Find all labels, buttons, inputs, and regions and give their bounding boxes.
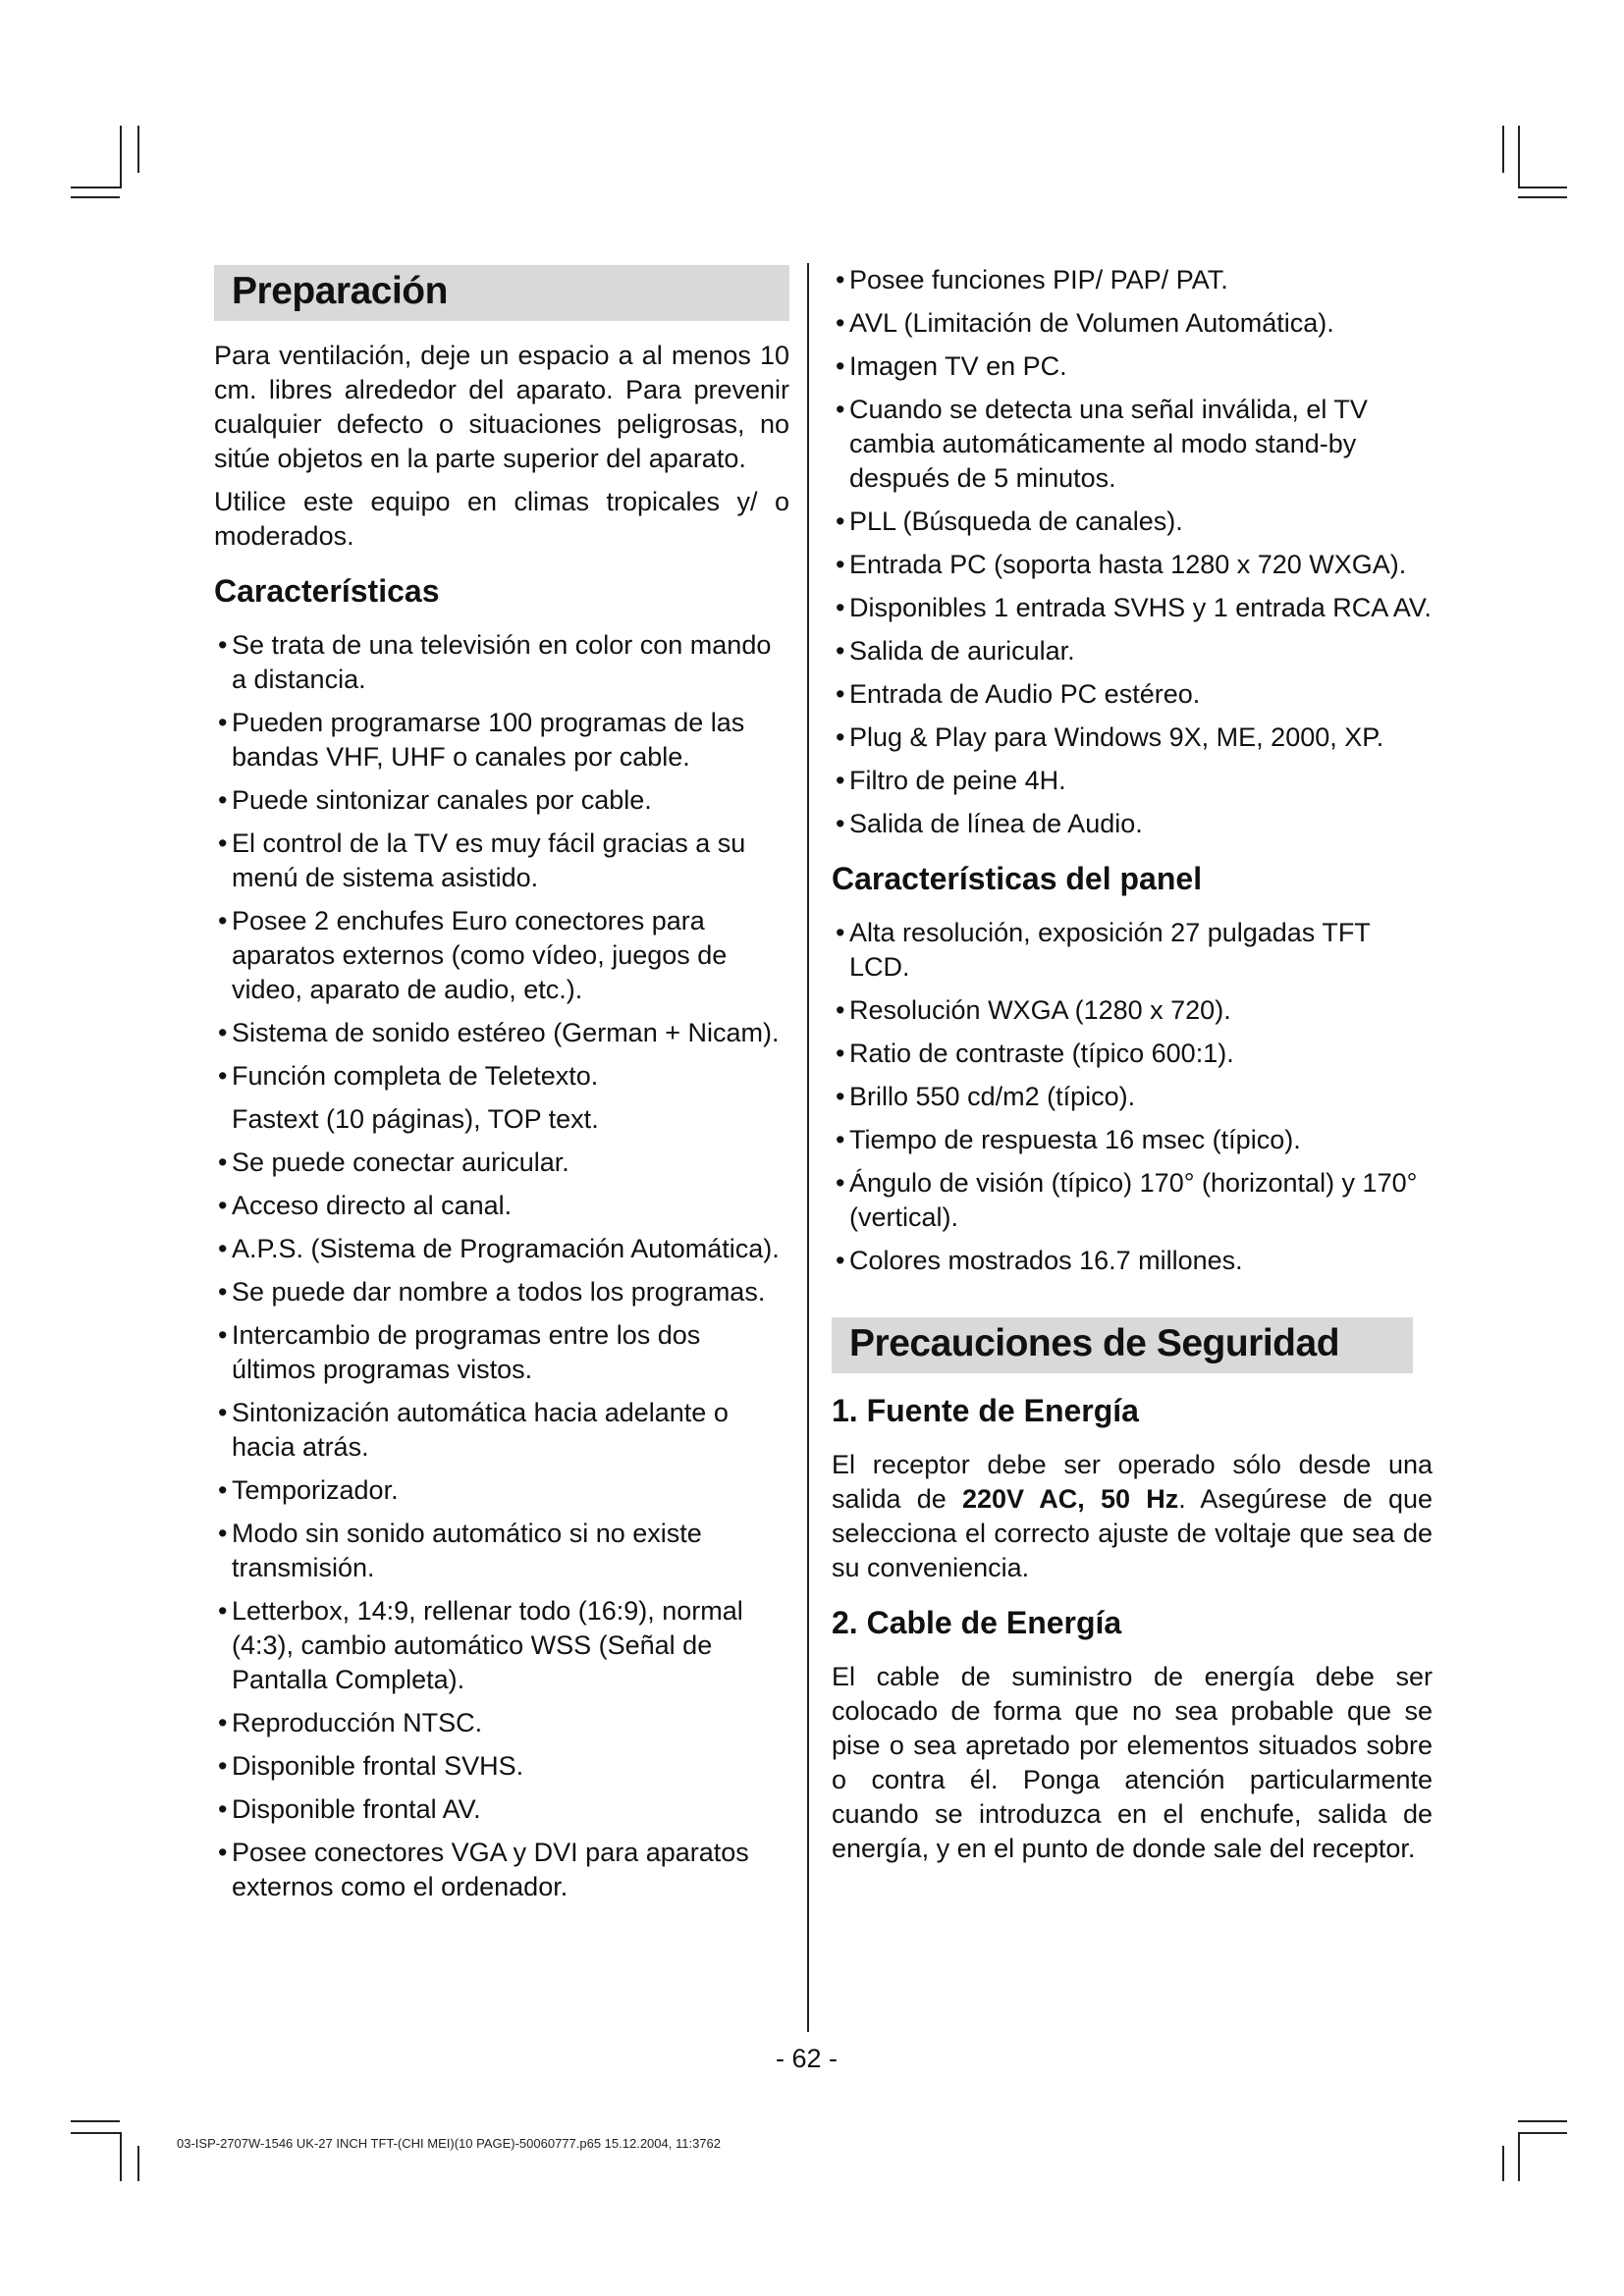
fuente-text-a: El receptor debe ser operado sólo desde una salida de: [832, 1450, 1433, 1514]
list-item: • Posee 2 enchufes Euro conectores para aparatos externos (como vídeo, juegos de video, aparato de audio, etc.).: [214, 904, 789, 1007]
precauciones-heading: Precauciones de Seguridad: [832, 1317, 1413, 1373]
list-item: • Función completa de Teletexto.: [214, 1059, 789, 1094]
list-item: • Reproducción NTSC.: [214, 1706, 789, 1740]
crop-mark: [71, 2120, 120, 2122]
list-item: • Colores mostrados 16.7 millones.: [832, 1244, 1433, 1278]
crop-mark: [1518, 2132, 1567, 2134]
list-item: • Entrada de Audio PC estéreo.: [832, 677, 1433, 712]
fuente-paragraph: [832, 1448, 1433, 1585]
crop-mark: [1518, 2132, 1520, 2181]
list-item: • Intercambio de programas entre los dos últimos programas vistos.: [214, 1318, 789, 1387]
crop-mark: [120, 126, 122, 188]
list-item: • Disponible frontal SVHS.: [214, 1749, 789, 1784]
fuente-heading: 1. Fuente de Energía: [832, 1393, 1139, 1428]
column-divider: [807, 263, 809, 2032]
list-item: • Plug & Play para Windows 9X, ME, 2000, XP.: [832, 721, 1433, 755]
list-item: • Acceso directo al canal.: [214, 1189, 789, 1223]
crop-mark: [71, 196, 120, 198]
crop-mark: [1502, 126, 1504, 173]
crop-mark: [71, 187, 120, 188]
panel-heading: Características del panel: [832, 861, 1203, 896]
list-item: • Pueden programarse 100 programas de las bandas VHF, UHF o canales por cable.: [214, 706, 789, 774]
list-item: • Sistema de sonido estéreo (German + Nicam).: [214, 1016, 789, 1050]
list-item: Fastext (10 páginas), TOP text.: [232, 1104, 599, 1134]
list-item: • Modo sin sonido automático si no existe transmisión.: [214, 1517, 789, 1585]
crop-mark: [1502, 2146, 1504, 2181]
page-number: - 62 -: [776, 2044, 839, 2073]
caracteristicas-list: [214, 628, 789, 1904]
crop-mark: [1518, 187, 1567, 188]
list-item: • Ángulo de visión (típico) 170° (horizontal) y 170° (vertical).: [832, 1166, 1433, 1235]
list-item: • Salida de auricular.: [832, 634, 1433, 668]
list-item: • Tiempo de respuesta 16 msec (típico).: [832, 1123, 1433, 1157]
cable-paragraph: El cable de suministro de energía debe ser colocado de forma que no sea probable que se pise o sea apretado por elementos situados sobre o contra él. Ponga atención particularmente cuando se introduzca en el enchufe, salida de energía, y en el punto de donde sale del receptor.: [832, 1662, 1433, 1863]
list-item: • Disponibles 1 entrada SVHS y 1 entrada RCA AV.: [832, 591, 1433, 625]
preparacion-paragraph-1: Para ventilación, deje un espacio a al menos 10 cm. libres alrededor del aparato. Para prevenir cualquier defecto o situaciones peligrosas, no sitúe objetos en la parte superior del aparato.: [214, 341, 789, 473]
list-item: • AVL (Limitación de Volumen Automática).: [832, 306, 1433, 341]
list-item: • Imagen TV en PC.: [832, 349, 1433, 384]
list-item: • Ratio de contraste (típico 600:1).: [832, 1037, 1433, 1071]
list-item: • Posee conectores VGA y DVI para aparatos externos como el ordenador.: [214, 1836, 789, 1904]
list-item: • Posee funciones PIP/ PAP/ PAT.: [832, 263, 1433, 297]
list-item: • PLL (Búsqueda de canales).: [832, 505, 1433, 539]
list-item: • Temporizador.: [214, 1473, 789, 1508]
crop-mark: [137, 126, 139, 173]
right-column: [832, 263, 1433, 1875]
list-item: • Brillo 550 cd/m2 (típico).: [832, 1080, 1433, 1114]
list-item: • Se puede dar nombre a todos los programas.: [214, 1275, 789, 1309]
crop-mark: [71, 2132, 120, 2134]
fuente-text-b: . Asegúrese de que selecciona el correcto ajuste de voltaje que sea de su conveniencia.: [832, 1484, 1433, 1582]
crop-mark: [1518, 126, 1520, 188]
list-item: • Disponible frontal AV.: [214, 1792, 789, 1827]
list-item: • Cuando se detecta una señal inválida, el TV cambia automáticamente al modo stand-by después de 5 minutos.: [832, 393, 1433, 496]
preparacion-heading: Preparación: [214, 265, 789, 321]
crop-mark: [120, 2132, 122, 2181]
list-item: • Entrada PC (soporta hasta 1280 x 720 WXGA).: [832, 548, 1433, 582]
crop-mark: [1518, 196, 1567, 198]
cable-heading: 2. Cable de Energía: [832, 1605, 1122, 1640]
list-item: • El control de la TV es muy fácil gracias a su menú de sistema asistido.: [214, 827, 789, 895]
list-item: • Se puede conectar auricular.: [214, 1146, 789, 1180]
list-item: • Puede sintonizar canales por cable.: [214, 783, 789, 818]
crop-mark: [1518, 2120, 1567, 2122]
voltage-spec: 220V AC, 50 Hz: [962, 1484, 1179, 1514]
crop-mark: [137, 2146, 139, 2181]
list-item: • Resolución WXGA (1280 x 720).: [832, 993, 1433, 1028]
list-item: • Sintonización automática hacia adelante o hacia atrás.: [214, 1396, 789, 1465]
list-item: • A.P.S. (Sistema de Programación Automática).: [214, 1232, 789, 1266]
panel-list: [832, 916, 1433, 1278]
features-list-continued: [832, 263, 1433, 841]
preparacion-paragraph-2: Utilice este equipo en climas tropicales y/ o moderados.: [214, 487, 789, 551]
list-item: • Salida de línea de Audio.: [832, 807, 1433, 841]
caracteristicas-heading: Características: [214, 573, 440, 609]
list-item: • Alta resolución, exposición 27 pulgadas TFT LCD.: [832, 916, 1433, 985]
file-meta: 03-ISP-2707W-1546 UK-27 INCH TFT-(CHI MEI)(10 PAGE)-50060777.p65 15.12.2004, 11:3762: [177, 2136, 721, 2151]
list-item: • Letterbox, 14:9, rellenar todo (16:9), normal (4:3), cambio automático WSS (Señal de Pantalla Completa).: [214, 1594, 789, 1697]
left-column: [214, 263, 789, 1913]
list-item: • Se trata de una televisión en color con mando a distancia.: [214, 628, 789, 697]
list-item: • Filtro de peine 4H.: [832, 764, 1433, 798]
